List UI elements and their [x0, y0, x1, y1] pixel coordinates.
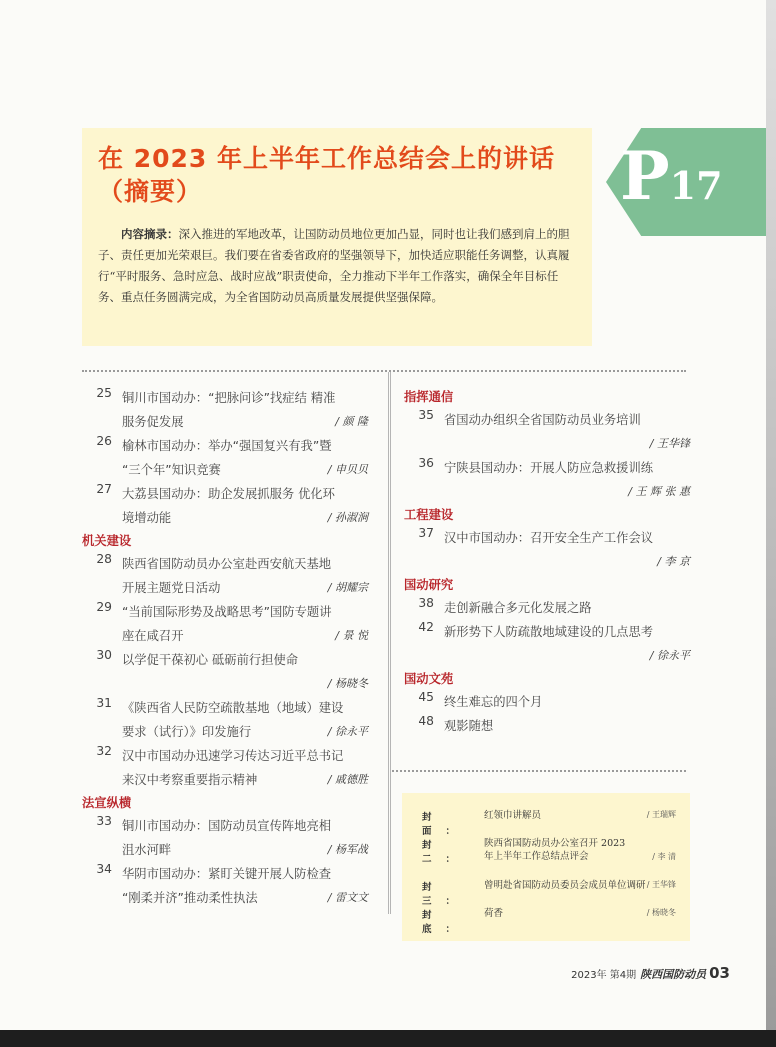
toc-entry[interactable]	[82, 814, 368, 862]
toc-entry[interactable]	[404, 596, 690, 620]
toc-entry-title-line2: 来汉中考察重要指示精神	[122, 773, 258, 787]
cover-label: 封面：	[422, 812, 470, 837]
toc-entry-title: 新形势下人防疏散地域建设的几点思考	[444, 625, 654, 639]
toc-page-number: 35	[418, 408, 434, 422]
toc-author: / 景 悦	[335, 629, 368, 642]
toc-author: / 王华锋	[649, 437, 690, 450]
toc-entry[interactable]	[82, 862, 368, 910]
toc-entry-title: 铜川市国动办：“把脉问诊”找症结 精准	[122, 391, 336, 405]
toc-page-number: 27	[96, 482, 112, 496]
page-number: 03	[709, 964, 730, 982]
toc-entry-title: 省国动办组织全省国防动员业务培训	[444, 413, 641, 427]
toc-entry-title: 华阴市国动办：紧盯关键开展人防检查	[122, 867, 332, 881]
badge-letter: P	[620, 137, 670, 215]
toc-entry-title: 陕西省国防动员办公室赴西安航天基地	[122, 557, 332, 571]
cover-text: 荷香	[484, 908, 504, 919]
toc-entry[interactable]	[82, 648, 368, 696]
toc-entry[interactable]	[82, 744, 368, 792]
feature-article[interactable]	[82, 128, 592, 346]
toc-entry-title-cont	[444, 432, 690, 456]
toc-entry-title: “当前国际形势及战略思考”国防专题讲	[122, 605, 332, 619]
cover-author: / 王瑞辉	[646, 810, 676, 819]
toc-section-heading: 机关建设	[82, 534, 132, 548]
toc-page-number: 32	[96, 744, 112, 758]
toc-entry-title-cont	[444, 644, 690, 668]
toc-entry-title: 榆林市国动办：举办“强国复兴有我”暨	[122, 439, 332, 453]
feature-abstract	[98, 224, 578, 308]
toc-section-heading: 工程建设	[404, 508, 454, 522]
bottom-bar	[0, 1030, 776, 1047]
toc-entry-title: 大荔县国动办：助企发展抓服务 优化环	[122, 487, 335, 501]
toc-entry-title-cont	[122, 672, 368, 696]
toc-entry[interactable]	[82, 552, 368, 600]
toc-entry-title: 观影随想	[444, 719, 494, 733]
cover-credits	[402, 793, 690, 941]
toc-entry[interactable]	[82, 482, 368, 530]
toc-page-number: 25	[96, 386, 112, 400]
toc-entry-title-line2: 境增动能	[122, 511, 172, 525]
toc-entry-title: 以学促干葆初心 砥砺前行担使命	[122, 653, 299, 667]
toc-left-column	[82, 386, 368, 910]
toc-entry-title-cont	[444, 480, 690, 504]
toc-page-number: 31	[96, 696, 112, 710]
toc-author: / 颜 隆	[335, 415, 368, 428]
toc-entry-title-cont	[122, 838, 368, 862]
toc-author: / 戚德胜	[327, 773, 368, 786]
toc-page-number: 33	[96, 814, 112, 828]
toc-page-number: 26	[96, 434, 112, 448]
toc-entry-title: 汉中市国动办：召开安全生产工作会议	[444, 531, 654, 545]
book-spine	[766, 0, 776, 1047]
toc-page-number: 48	[418, 714, 434, 728]
toc-entry-title-cont	[122, 624, 368, 648]
cover-author: / 李 清	[652, 852, 676, 861]
toc-page-number: 45	[418, 690, 434, 704]
toc-author: / 杨军战	[327, 843, 368, 856]
toc-page-number: 30	[96, 648, 112, 662]
toc-entry-title-cont	[122, 768, 368, 792]
cover-label: 封底：	[422, 910, 470, 935]
toc-entry-title: 铜川市国动办：国防动员宣传阵地亮相	[122, 819, 332, 833]
column-divider	[388, 372, 391, 914]
toc-entry-title-cont	[122, 720, 368, 744]
toc-section-heading: 指挥通信	[404, 390, 454, 404]
abstract-label: 内容摘录：	[121, 227, 179, 241]
page-footer	[560, 964, 730, 982]
toc-entry[interactable]	[404, 526, 690, 574]
toc-entry-title-line2: 沮水河畔	[122, 843, 172, 857]
toc-right-column	[404, 386, 690, 738]
toc-entry[interactable]	[82, 386, 368, 434]
toc-page-number: 37	[418, 526, 434, 540]
toc-page-number: 29	[96, 600, 112, 614]
toc-entry-title: 走创新融合多元化发展之路	[444, 601, 592, 615]
toc-page-number: 38	[418, 596, 434, 610]
toc-entry-title: 汉中市国动办迅速学习传达习近平总书记	[122, 749, 344, 763]
toc-entry-title-line2: 座在咸召开	[122, 629, 184, 643]
abstract-text: 深入推进的军地改革，让国防动员地位更加凸显，同时也让我们感到肩上的胆子、责任更加光荣艰巨。我们要在省委省政府的坚强领导下，加快适应职能任务调整，认真履行“平时服务、急时应急、战时应战”职责使命，全力推动下半年工作落实，确保全年目标任务、重点任务圆满完成，为全省国防动员高质量发展提供坚强保障。	[98, 227, 570, 304]
toc-entry-title-line2: “刚柔并济”推动柔性执法	[122, 891, 258, 905]
page-badge-text	[620, 136, 723, 216]
cover-label: 封三：	[422, 882, 470, 907]
cover-text: 陕西省国防动员办公室召开 2023 年上半年工作总结点评会	[484, 838, 626, 862]
toc-entry-title-cont	[122, 506, 368, 530]
toc-author: / 孙淑涧	[327, 511, 368, 524]
toc-entry-title-cont	[122, 410, 368, 434]
toc-author: / 徐永平	[327, 725, 368, 738]
cover-author: / 王华锋	[646, 880, 676, 889]
toc-entry-title-cont	[122, 886, 368, 910]
cover-text: 红领巾讲解员	[484, 810, 542, 821]
issue-label: 2023年 第4期	[571, 970, 637, 981]
toc-page-number: 36	[418, 456, 434, 470]
toc-section-heading: 法宣纵横	[82, 796, 132, 810]
toc-entry[interactable]	[404, 690, 690, 714]
toc-entry-title-cont	[444, 550, 690, 574]
toc-entry-title-line2: 开展主题党日活动	[122, 581, 221, 595]
cover-label: 封二：	[422, 840, 470, 865]
toc-author: / 杨晓冬	[327, 677, 368, 690]
toc-author: / 李 京	[657, 555, 690, 568]
toc-author: / 胡耀宗	[327, 581, 368, 594]
toc-entry[interactable]	[82, 434, 368, 482]
toc-entry-title: 《陕西省人民防空疏散基地（地域）建设	[122, 701, 344, 715]
toc-entry-title: 宁陕县国动办：开展人防应急救援训练	[444, 461, 654, 475]
toc-entry-title-line2: 要求（试行）》印发施行	[122, 725, 252, 739]
feature-title: 在 2023 年上半年工作总结会上的讲话（摘要）	[98, 144, 555, 206]
cover-author: / 杨晓冬	[646, 908, 676, 917]
toc-entry-title-line2: 服务促发展	[122, 415, 184, 429]
toc-entry[interactable]	[404, 456, 690, 504]
toc-entry-title: 终生难忘的四个月	[444, 695, 543, 709]
toc-entry-title-line2: “三个年”知识竞赛	[122, 463, 221, 477]
toc-entry[interactable]	[404, 408, 690, 456]
toc-section-heading: 国动研究	[404, 578, 454, 592]
cover-text: 曾明赴省国防动员委员会成员单位调研	[484, 880, 646, 891]
right-divider	[392, 770, 686, 772]
toc-author: / 申贝贝	[327, 463, 368, 476]
toc-section-heading: 国动文苑	[404, 672, 454, 686]
badge-number: 17	[669, 163, 723, 208]
toc-entry[interactable]	[82, 600, 368, 648]
toc-page-number: 42	[418, 620, 434, 634]
toc-page-number: 34	[96, 862, 112, 876]
toc-author: / 王 辉 张 惠	[628, 485, 690, 498]
toc-entry-title-cont	[122, 458, 368, 482]
toc-entry[interactable]	[404, 620, 690, 668]
top-divider	[82, 370, 686, 372]
toc-author: / 徐永平	[649, 649, 690, 662]
toc-author: / 雷文文	[327, 891, 368, 904]
toc-entry[interactable]	[404, 714, 690, 738]
magazine-name: 陕西国防动员	[640, 968, 707, 981]
toc-entry[interactable]	[82, 696, 368, 744]
toc-entry-title-cont	[122, 576, 368, 600]
toc-page-number: 28	[96, 552, 112, 566]
